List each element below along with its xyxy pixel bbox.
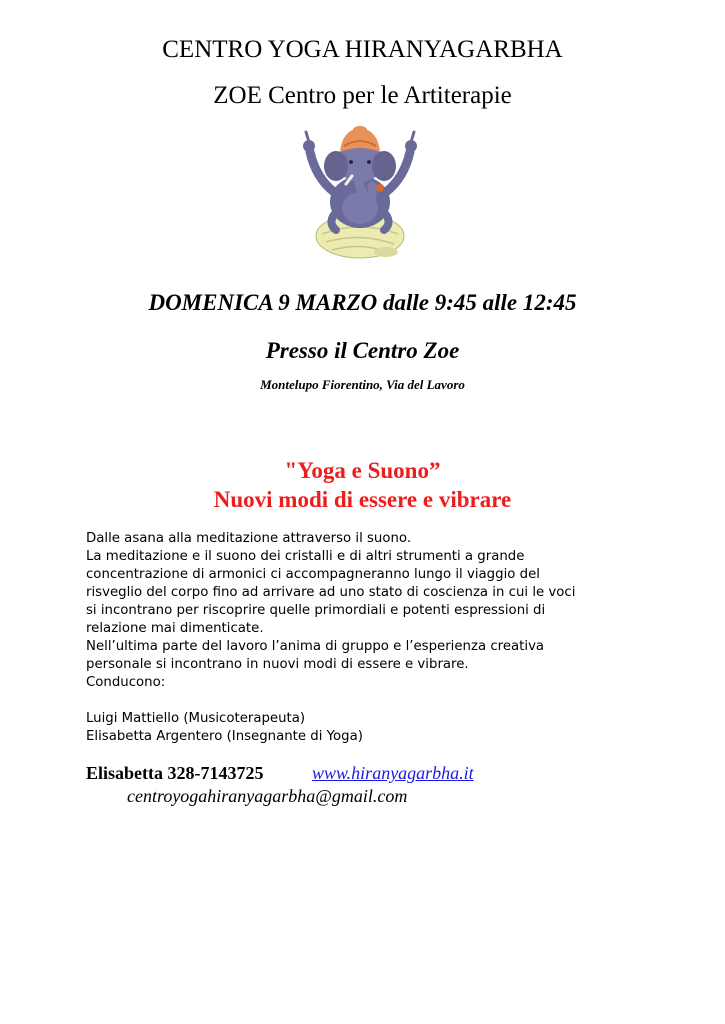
ganesha-illustration [296, 122, 424, 272]
description-line: La meditazione e il suono dei cristalli e di altri strumenti a grande [86, 549, 525, 564]
contact-row [86, 763, 474, 784]
event-title: "Yoga e Suono” [284, 458, 441, 483]
website-link[interactable]: www.hiranyagarbha.it [312, 763, 474, 783]
description-line: personale si incontrano in nuovi modi di essere e vibrare. [86, 657, 469, 672]
event-date: DOMENICA 9 MARZO dalle 9:45 alle 12:45 [148, 290, 577, 315]
description-line: risveglio del corpo fino ad arrivare ad uno stato di coscienza in cui le voci [86, 585, 576, 600]
description-line: concentrazione di armonici ci accompagneranno lungo il viaggio del [86, 567, 540, 582]
event-description [86, 530, 646, 746]
description-line: Conducono: [86, 675, 166, 690]
description-line: relazione mai dimenticate. [86, 621, 264, 636]
page-subtitle: ZOE Centro per le Artiterapie [213, 82, 512, 109]
conductor-item: Luigi Mattiello (Musicoterapeuta) [86, 711, 306, 726]
description-line: si incontrano per riscoprire quelle primordiali e potenti espressioni di [86, 603, 546, 618]
description-line: Dalle asana alla meditazione attraverso il suono. [86, 531, 412, 546]
event-address: Montelupo Fiorentino, Via del Lavoro [260, 377, 465, 392]
conductor-item: Elisabetta Argentero (Insegnante di Yoga) [86, 729, 363, 744]
event-venue: Presso il Centro Zoe [265, 338, 460, 363]
description-line: Nell’ultima parte del lavoro l’anima di gruppo e l’esperienza creativa [86, 639, 545, 654]
page-title: CENTRO YOGA HIRANYAGARBHA [162, 36, 563, 63]
description-spacer [86, 692, 646, 710]
contact-email[interactable]: centroyogahiranyagarbha@gmail.com [127, 786, 408, 806]
contact-name-phone: Elisabetta 328-7143725 [86, 763, 264, 783]
event-subtitle: Nuovi modi di essere e vibrare [213, 487, 512, 512]
